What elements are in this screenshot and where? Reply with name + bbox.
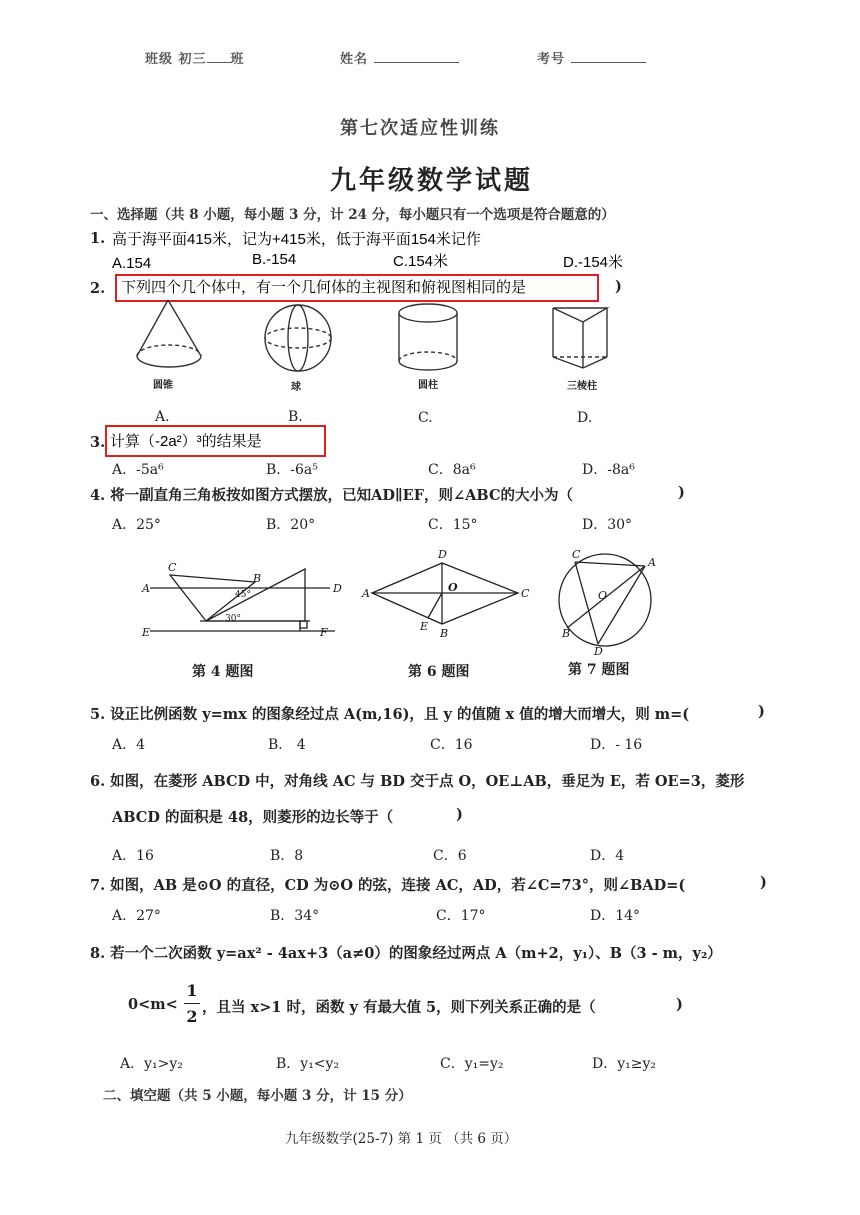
- q2-paren: ): [615, 278, 622, 295]
- fig7-label-b: B: [562, 627, 571, 640]
- q8-text-line1: 8. 若一个二次函数 y=ax² - 4ax+3（a≠0）的图象经过两点 A（m+2，y₁）、B（3 - m，y₂）: [90, 945, 722, 962]
- q2-shape-label-c: 圆柱: [418, 380, 438, 391]
- q6-option-d: D．4: [590, 848, 625, 864]
- q5-option-b: B． 4: [268, 737, 306, 753]
- fig4-label-d: D: [333, 582, 342, 595]
- fig7-label-c: C: [572, 548, 581, 561]
- q4-option-a: A．25°: [112, 517, 161, 533]
- q2-option-d: D.: [577, 410, 593, 426]
- page-footer: 九年级数学(25-7) 第 1 页 （共 6 页）: [285, 1131, 518, 1147]
- q2-shape-label-a: 圆锥: [153, 380, 173, 391]
- q5-paren: ): [758, 703, 765, 720]
- fig6-label-c: C: [521, 587, 530, 600]
- q6-text-line1: 6. 如图，在菱形 ABCD 中，对角线 AC 与 BD 交于点 O，OE⊥AB，垂足为 E，若 OE=3，菱形: [90, 773, 745, 790]
- fig4-label-e: E: [142, 626, 151, 639]
- q7-paren: ): [760, 874, 767, 891]
- fig4-label-45: 45°: [235, 590, 251, 600]
- fig4-label-b: B: [253, 572, 262, 585]
- section-2-heading: 二、填空题（共 5 小题，每小题 3 分，计 15 分）: [103, 1088, 412, 1104]
- q2-shape-label-d: 三棱柱: [567, 381, 597, 392]
- fig6-label-b: B: [440, 627, 449, 640]
- fig6-label-e: E: [420, 620, 429, 633]
- q3-option-c: C．8a⁶: [428, 462, 476, 478]
- q5-text: 5. 设正比例函数 y=mx 的图象经过点 A(m,16)，且 y 的值随 x 值的增大而增大，则 m=(: [90, 706, 690, 723]
- q1-option-c: C.154米: [393, 253, 449, 270]
- q1-number: 1.: [90, 230, 106, 247]
- fig7-caption: 第 7 题图: [568, 662, 630, 678]
- fig4-label-30: 30°: [225, 614, 241, 624]
- q5-option-d: D．- 16: [590, 737, 643, 753]
- fig7-label-d: D: [594, 645, 603, 658]
- figure-6: [372, 563, 518, 624]
- q7-option-d: D．14°: [590, 908, 641, 924]
- fig6-label-d: D: [438, 548, 447, 561]
- q4-option-d: D．30°: [582, 517, 633, 533]
- q3-text: 计算（-2a²）³的结果是: [110, 433, 262, 450]
- q1-option-b: B.-154: [252, 251, 297, 268]
- q5-option-a: A．4: [112, 737, 146, 753]
- q2-number: 2.: [90, 280, 106, 297]
- figure-4: [150, 569, 335, 631]
- q8-option-d: D．y₁≥y₂: [592, 1056, 656, 1072]
- q8-fraction-bar: [184, 1003, 200, 1004]
- q4-text: 4. 将一副直角三角板按如图方式摆放，已知AD∥EF，则∠ABC的大小为（: [90, 487, 573, 504]
- q7-option-a: A．27°: [112, 908, 161, 924]
- fig4-caption: 第 4 题图: [192, 664, 254, 680]
- class-label: 班级 初三 班: [145, 52, 245, 67]
- fig6-label-o: O: [448, 581, 458, 594]
- q7-option-c: C．17°: [436, 908, 486, 924]
- fig4-label-f: F: [320, 626, 328, 639]
- name-label: 姓名: [340, 48, 459, 67]
- q5-option-c: C．16: [430, 737, 473, 753]
- q1-text: 高于海平面415米，记为+415米，低于海平面154米记作: [112, 231, 481, 248]
- q6-text-line2: ABCD 的面积是 48，则菱形的边长等于（: [112, 809, 394, 826]
- q6-option-c: C．6: [433, 848, 467, 864]
- exam-subtitle: 第七次适应性训练: [340, 118, 500, 139]
- q3-option-d: D．-8a⁶: [582, 462, 635, 478]
- fig6-label-a: A: [362, 587, 370, 600]
- q8-condition-post: ，且当 x>1 时，函数 y 有最大值 5，则下列关系正确的是（: [202, 999, 596, 1016]
- q3-number: 3.: [90, 434, 106, 451]
- q6-paren: ): [456, 806, 463, 823]
- q2-text: 下列四个几个体中，有一个几何体的主视图和俯视图相同的是: [121, 279, 527, 296]
- q2-option-b: B.: [288, 409, 303, 425]
- number-label: 考号: [537, 48, 646, 67]
- q8-paren: ): [676, 996, 683, 1013]
- exam-title: 九年级数学试题: [330, 166, 534, 196]
- q4-option-c: C．15°: [428, 517, 478, 533]
- q8-option-c: C．y₁=y₂: [440, 1056, 504, 1072]
- q2-option-a: A.: [155, 409, 170, 425]
- section-1-heading: 一、选择题（共 8 小题，每小题 3 分，计 24 分，每小题只有一个选项是符合题意的）: [90, 207, 615, 223]
- fig4-label-c: C: [168, 561, 177, 574]
- q1-option-a: A.154: [112, 255, 152, 272]
- q7-text: 7. 如图，AB 是⊙O 的直径，CD 为⊙O 的弦，连接 AC，AD，若∠C=73°，则∠BAD=(: [90, 877, 686, 894]
- q6-option-b: B．8: [270, 848, 304, 864]
- q8-fraction-numerator: 1: [186, 981, 198, 1000]
- q6-option-a: A．16: [112, 848, 154, 864]
- q8-option-a: A．y₁>y₂: [120, 1056, 183, 1072]
- q3-option-b: B．-6a⁵: [266, 462, 318, 478]
- q7-option-b: B．34°: [270, 908, 320, 924]
- fig7-label-o: O: [598, 589, 608, 602]
- fig6-caption: 第 6 题图: [408, 664, 470, 680]
- q4-paren: ): [678, 484, 685, 501]
- q8-condition-pre: 0<m<: [128, 996, 178, 1013]
- q2-option-c: C.: [418, 410, 433, 426]
- q2-shape-label-b: 球: [291, 382, 301, 393]
- q8-fraction-denominator: 2: [186, 1007, 198, 1026]
- fig4-label-a: A: [142, 582, 150, 595]
- q8-option-b: B．y₁<y₂: [276, 1056, 340, 1072]
- q4-option-b: B．20°: [266, 517, 316, 533]
- fig7-label-a: A: [648, 556, 656, 569]
- q1-option-d: D.-154米: [563, 254, 624, 271]
- q3-option-a: A．-5a⁶: [112, 462, 164, 478]
